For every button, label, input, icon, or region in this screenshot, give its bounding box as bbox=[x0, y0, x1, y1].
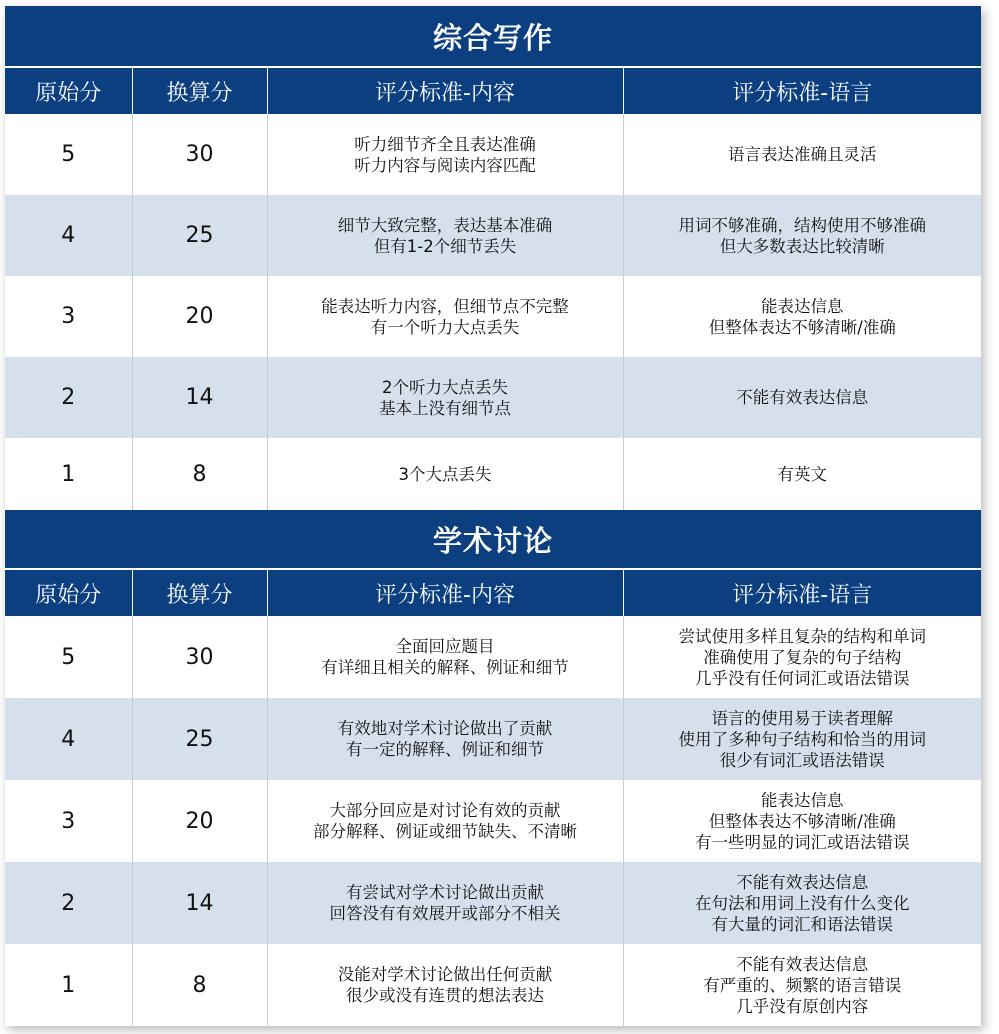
language-line: 有大量的词汇和语法错误 bbox=[711, 914, 893, 934]
language-line: 准确使用了复杂的句子结构 bbox=[703, 647, 902, 667]
content-criteria bbox=[267, 357, 623, 438]
language-line: 几乎没有任何词汇或语法错误 bbox=[695, 668, 910, 688]
language-line: 几乎没有原创内容 bbox=[736, 996, 869, 1016]
converted-score: 14 bbox=[132, 357, 267, 438]
content-line: 回答没有有效展开或部分不相关 bbox=[329, 904, 561, 923]
content-line: 听力内容与阅读内容匹配 bbox=[354, 155, 536, 175]
table-row bbox=[5, 944, 981, 1026]
language-line: 能表达信息 bbox=[761, 296, 844, 316]
language-line: 在句法和用词上没有什么变化 bbox=[695, 893, 910, 913]
content-line: 有一定的解释、例证和细节 bbox=[346, 740, 544, 759]
language-line: 有英文 bbox=[777, 464, 827, 484]
raw-score: 5 bbox=[5, 616, 132, 698]
raw-score: 5 bbox=[5, 114, 132, 195]
content-line: 没能对学术讨论做出任何贡献 bbox=[337, 965, 553, 984]
table-header-row bbox=[5, 569, 981, 616]
content-line: 很少或没有连贯的想法表达 bbox=[346, 986, 544, 1005]
language-criteria bbox=[623, 438, 981, 510]
language-line: 不能有效表达信息 bbox=[736, 872, 869, 892]
header-content-criteria: 评分标准-内容 bbox=[267, 569, 623, 616]
converted-score: 20 bbox=[132, 780, 267, 862]
language-line: 但整体表达不够清晰/准确 bbox=[708, 811, 896, 831]
content-criteria bbox=[267, 114, 623, 195]
language-line: 语言的使用易于读者理解 bbox=[711, 708, 893, 728]
content-line: 全面回应题目 bbox=[395, 637, 495, 656]
converted-score: 8 bbox=[132, 944, 267, 1026]
content-criteria bbox=[267, 780, 623, 862]
converted-score: 8 bbox=[132, 438, 267, 510]
section-title-academic-discussion: 学术讨论 bbox=[5, 510, 981, 568]
language-criteria bbox=[623, 276, 981, 357]
content-line: 2个听力大点丢失 bbox=[382, 377, 508, 397]
language-line: 不能有效表达信息 bbox=[736, 388, 869, 407]
content-line: 听力细节齐全且表达准确 bbox=[354, 134, 536, 154]
content-line: 部分解释、例证或细节缺失、不清晰 bbox=[313, 822, 577, 841]
table-row bbox=[5, 698, 981, 780]
content-criteria bbox=[267, 944, 623, 1026]
content-line: 能表达听力内容，但细节点不完整 bbox=[321, 296, 569, 316]
content-line: 基本上没有细节点 bbox=[379, 398, 511, 418]
language-criteria bbox=[623, 698, 981, 780]
language-line: 但整体表达不够清晰/准确 bbox=[708, 317, 896, 337]
content-criteria bbox=[267, 616, 623, 698]
converted-score: 30 bbox=[132, 616, 267, 698]
header-language-criteria: 评分标准-语言 bbox=[623, 569, 981, 616]
raw-score: 2 bbox=[5, 862, 132, 944]
header-language-criteria: 评分标准-语言 bbox=[623, 67, 981, 114]
language-line: 不能有效表达信息 bbox=[736, 954, 869, 974]
academic-discussion-table bbox=[5, 568, 981, 1026]
content-line: 大部分回应是对讨论有效的贡献 bbox=[329, 801, 561, 820]
content-line: 细节大致完整，表达基本准确 bbox=[337, 215, 553, 235]
content-criteria bbox=[267, 698, 623, 780]
language-criteria bbox=[623, 862, 981, 944]
table-row bbox=[5, 616, 981, 698]
raw-score: 2 bbox=[5, 357, 132, 438]
content-line: 但有1-2个细节丢失 bbox=[373, 236, 517, 256]
header-content-criteria: 评分标准-内容 bbox=[267, 67, 623, 114]
language-line: 有严重的、频繁的语言错误 bbox=[703, 975, 902, 995]
content-line: 有详细且相关的解释、例证和细节 bbox=[321, 658, 569, 677]
header-converted-score: 换算分 bbox=[132, 569, 267, 616]
converted-score: 25 bbox=[132, 195, 267, 276]
header-raw-score: 原始分 bbox=[5, 569, 132, 616]
language-criteria bbox=[623, 616, 981, 698]
language-line: 用词不够准确，结构使用不够准确 bbox=[678, 215, 926, 235]
table-row bbox=[5, 438, 981, 510]
content-criteria bbox=[267, 862, 623, 944]
integrated-writing-table bbox=[5, 66, 981, 510]
content-criteria bbox=[267, 195, 623, 276]
table-row bbox=[5, 862, 981, 944]
content-line: 有一个听力大点丢失 bbox=[370, 317, 520, 337]
language-criteria bbox=[623, 780, 981, 862]
content-line: 有效地对学术讨论做出了贡献 bbox=[337, 719, 553, 738]
content-criteria bbox=[267, 438, 623, 510]
table-header-row bbox=[5, 67, 981, 114]
language-criteria bbox=[623, 944, 981, 1026]
language-line: 但大多数表达比较清晰 bbox=[719, 236, 885, 256]
language-criteria bbox=[623, 195, 981, 276]
converted-score: 30 bbox=[132, 114, 267, 195]
table-row bbox=[5, 357, 981, 438]
raw-score: 1 bbox=[5, 944, 132, 1026]
converted-score: 14 bbox=[132, 862, 267, 944]
language-line: 有一些明显的词汇或语法错误 bbox=[695, 832, 910, 852]
raw-score: 4 bbox=[5, 698, 132, 780]
language-line: 使用了多种句子结构和恰当的用词 bbox=[678, 729, 926, 749]
converted-score: 25 bbox=[132, 698, 267, 780]
raw-score: 1 bbox=[5, 438, 132, 510]
language-criteria bbox=[623, 357, 981, 438]
language-line: 语言表达准确且灵活 bbox=[728, 145, 877, 164]
content-line: 有尝试对学术讨论做出贡献 bbox=[346, 883, 544, 902]
language-line: 能表达信息 bbox=[761, 790, 844, 810]
language-line: 尝试使用多样且复杂的结构和单词 bbox=[678, 626, 926, 646]
table-row bbox=[5, 195, 981, 276]
language-line: 很少有词汇或语法错误 bbox=[719, 750, 885, 770]
table-row bbox=[5, 780, 981, 862]
scoring-sheet bbox=[5, 6, 981, 1026]
table-row bbox=[5, 276, 981, 357]
raw-score: 3 bbox=[5, 780, 132, 862]
header-converted-score: 换算分 bbox=[132, 67, 267, 114]
language-criteria bbox=[623, 114, 981, 195]
table-row bbox=[5, 114, 981, 195]
content-criteria bbox=[267, 276, 623, 357]
header-raw-score: 原始分 bbox=[5, 67, 132, 114]
section-title-integrated-writing: 综合写作 bbox=[5, 6, 981, 66]
raw-score: 3 bbox=[5, 276, 132, 357]
raw-score: 4 bbox=[5, 195, 132, 276]
converted-score: 20 bbox=[132, 276, 267, 357]
content-line: 3个大点丢失 bbox=[398, 464, 492, 484]
